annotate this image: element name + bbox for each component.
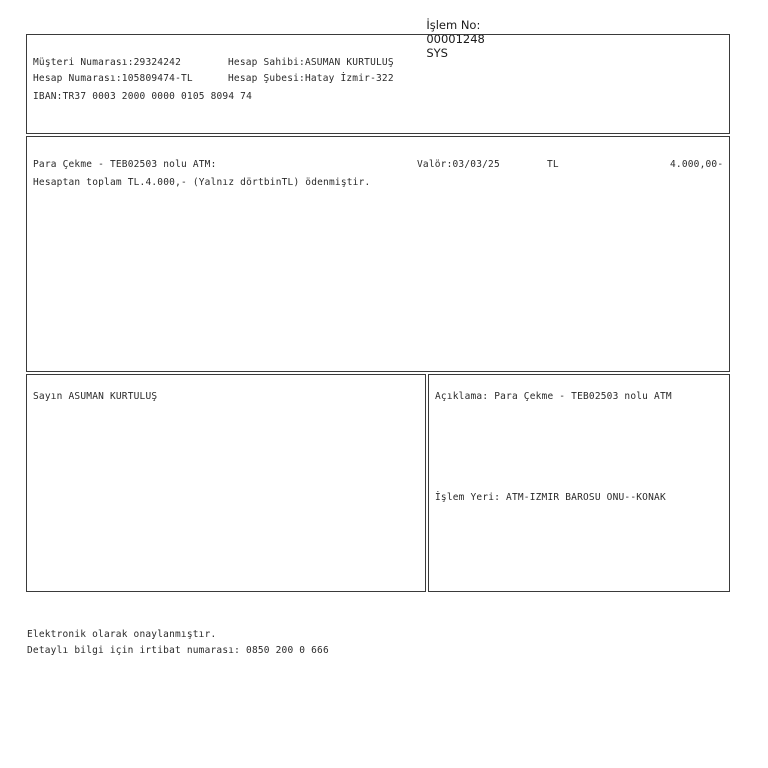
- transaction-amount: 4.000,00-: [670, 159, 724, 170]
- explanation: Açıklama: Para Çekme - TEB02503 nolu ATM: [435, 391, 672, 402]
- currency: TL: [547, 159, 559, 170]
- account-holder: Hesap Sahibi:ASUMAN KURTULUŞ: [228, 57, 394, 68]
- addressee-box: [26, 374, 426, 592]
- value-date: Valör:03/03/25: [417, 159, 500, 170]
- salutation: Sayın ASUMAN KURTULUŞ: [33, 391, 158, 402]
- customer-number: Müşteri Numarası:29324242: [33, 57, 181, 68]
- transaction-number-label: İşlem No:: [426, 18, 481, 32]
- electronic-approval-note: Elektronik olarak onaylanmıştır.: [27, 629, 217, 640]
- details-box: [428, 374, 730, 592]
- transaction-box: [26, 136, 730, 372]
- transaction-location: İşlem Yeri: ATM-IZMIR BAROSU ONU--KONAK: [435, 492, 666, 503]
- account-number: Hesap Numarası:105809474-TL: [33, 73, 193, 84]
- contact-info: Detaylı bilgi için irtibat numarası: 0850 200 0 666: [27, 645, 329, 656]
- transaction-summary: Hesaptan toplam TL.4.000,- (Yalnız dörtbinTL) ödenmiştir.: [33, 177, 371, 188]
- iban: IBAN:TR37 0003 2000 0000 0105 8094 74: [33, 91, 253, 102]
- account-info-box: [26, 34, 730, 134]
- transaction-number-suffix: SYS: [426, 46, 448, 60]
- transaction-number-value: 00001248: [426, 32, 485, 46]
- transaction-description: Para Çekme - TEB02503 nolu ATM:: [33, 159, 217, 170]
- account-branch: Hesap Şubesi:Hatay İzmir-322: [228, 73, 394, 84]
